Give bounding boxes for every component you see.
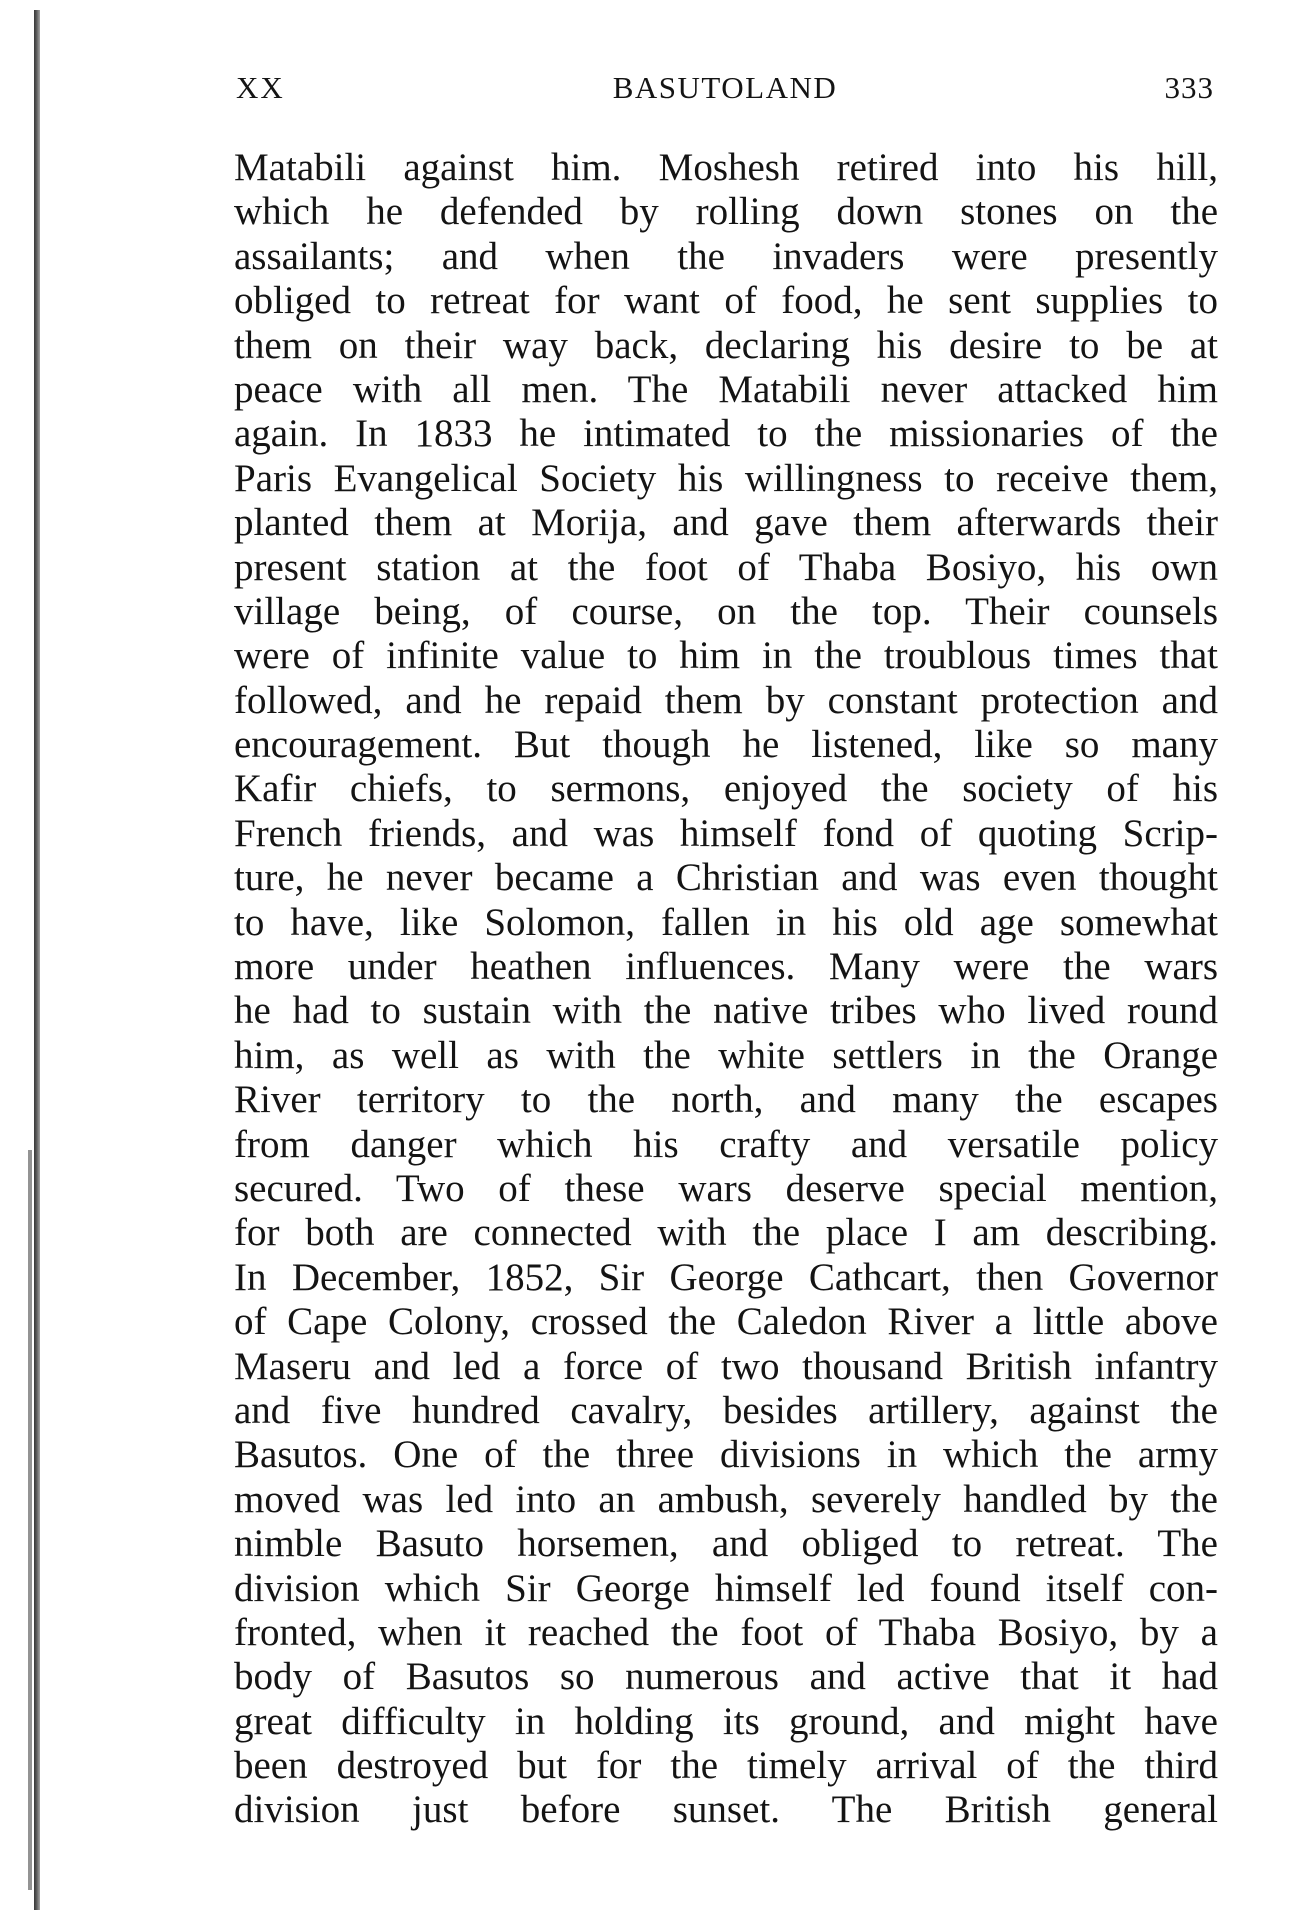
text-line: for both are connected with the place I am describing.: [234, 1211, 1218, 1255]
text-line: them on their way back, declaring his desire to be at: [234, 323, 1218, 367]
body-text: [234, 146, 1218, 1833]
text-line: Paris Evangelical Society his willingness to receive them,: [234, 456, 1218, 500]
text-line: In December, 1852, Sir George Cathcart, then Governor: [234, 1255, 1218, 1299]
text-line: Basutos. One of the three divisions in which the army: [234, 1433, 1218, 1477]
text-line: encouragement. But though he listened, like so many: [234, 723, 1218, 767]
text-line: him, as well as with the white settlers in the Orange: [234, 1033, 1218, 1077]
text-line: assailants; and when the invaders were presently: [234, 234, 1218, 278]
text-line: fronted, when it reached the foot of Thaba Bosiyo, by a: [234, 1610, 1218, 1654]
text-line: nimble Basuto horsemen, and obliged to retreat. The: [234, 1522, 1218, 1566]
text-line: village being, of course, on the top. Their counsels: [234, 589, 1218, 633]
text-line: present station at the foot of Thaba Bosiyo, his own: [234, 545, 1218, 589]
text-line: Matabili against him. Moshesh retired into his hill,: [234, 146, 1218, 189]
text-line: planted them at Morija, and gave them afterwards their: [234, 501, 1218, 545]
page-binding-shadow: [28, 1150, 32, 1890]
text-line: peace with all men. The Matabili never attacked him: [234, 367, 1218, 411]
text-line: Maseru and led a force of two thousand British infantry: [234, 1344, 1218, 1388]
text-line: division just before sunset. The British general: [234, 1788, 1218, 1832]
running-head: [236, 70, 1214, 110]
text-line: division which Sir George himself led found itself con-: [234, 1566, 1218, 1610]
text-line: and five hundred cavalry, besides artillery, against the: [234, 1388, 1218, 1432]
chapter-number: XX: [236, 70, 285, 105]
text-line: been destroyed but for the timely arrival of the third: [234, 1744, 1218, 1788]
text-line: from danger which his crafty and versatile policy: [234, 1122, 1218, 1166]
page-number: 333: [1164, 70, 1214, 105]
text-line: more under heathen influences. Many were the wars: [234, 945, 1218, 989]
text-line: which he defended by rolling down stones on the: [234, 190, 1218, 234]
text-line: he had to sustain with the native tribes who lived round: [234, 989, 1218, 1033]
text-line: River territory to the north, and many the escapes: [234, 1078, 1218, 1122]
text-line: followed, and he repaid them by constant protection and: [234, 678, 1218, 722]
text-line: of Cape Colony, crossed the Caledon River a little above: [234, 1300, 1218, 1344]
text-line: secured. Two of these wars deserve special mention,: [234, 1166, 1218, 1210]
text-line: body of Basutos so numerous and active that it had: [234, 1655, 1218, 1699]
text-line: French friends, and was himself fond of quoting Scrip-: [234, 811, 1218, 855]
page-binding-edge: [34, 10, 40, 1910]
text-line: Kafir chiefs, to sermons, enjoyed the society of his: [234, 767, 1218, 811]
text-line: moved was led into an ambush, severely handled by the: [234, 1477, 1218, 1521]
text-line: to have, like Solomon, fallen in his old age somewhat: [234, 900, 1218, 944]
text-line: great difficulty in holding its ground, and might have: [234, 1699, 1218, 1743]
text-line: ture, he never became a Christian and was even thought: [234, 856, 1218, 900]
text-line: again. In 1833 he intimated to the missionaries of the: [234, 412, 1218, 456]
text-line: were of infinite value to him in the troublous times that: [234, 634, 1218, 678]
text-line: obliged to retreat for want of food, he sent supplies to: [234, 279, 1218, 323]
running-title: BASUTOLAND: [612, 70, 838, 105]
